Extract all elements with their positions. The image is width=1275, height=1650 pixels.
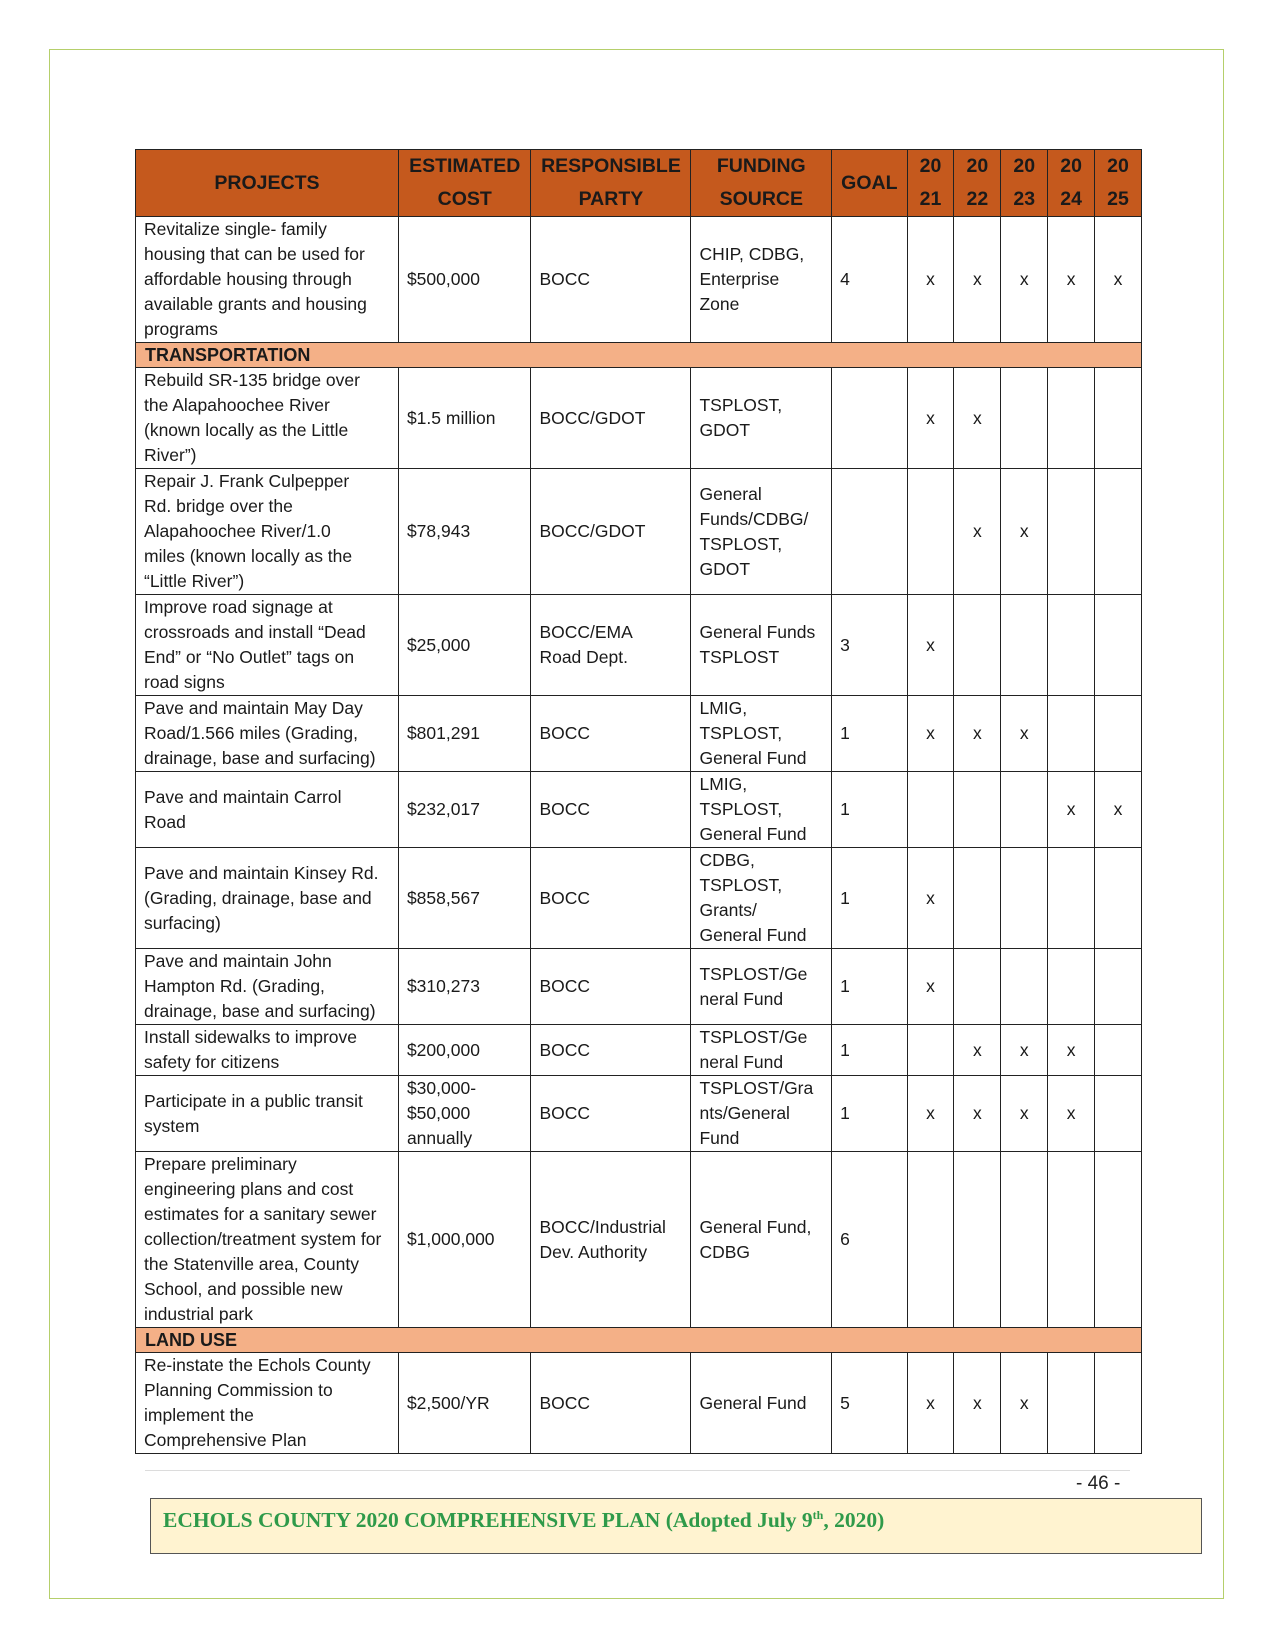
funding-cell: General Fund, CDBG [691, 1152, 832, 1328]
year-2025-mark [1095, 368, 1142, 469]
year-2024-mark [1048, 949, 1095, 1025]
goal-cell: 1 [832, 1076, 907, 1152]
year-2023-mark [1001, 1152, 1048, 1328]
table-row [136, 469, 1142, 595]
year-2023-mark: x [1001, 217, 1048, 343]
year-2022-mark: x [954, 217, 1001, 343]
year-2021-mark [907, 469, 954, 595]
cost-cell: $801,291 [398, 696, 531, 772]
funding-cell: LMIG, TSPLOST, General Fund [691, 696, 832, 772]
funding-cell: General Funds/CDBG/ TSPLOST, GDOT [691, 469, 832, 595]
year-2022-mark: x [954, 469, 1001, 595]
table-row [136, 1076, 1142, 1152]
party-cell: BOCC [531, 848, 691, 949]
year-2023-mark: x [1001, 1076, 1048, 1152]
goal-cell: 1 [832, 848, 907, 949]
funding-cell: TSPLOST/Ge neral Fund [691, 949, 832, 1025]
year-2025-mark [1095, 595, 1142, 696]
year-2022-mark [954, 772, 1001, 848]
table-row [136, 368, 1142, 469]
year-2022-mark [954, 949, 1001, 1025]
funding-cell: CDBG, TSPLOST, Grants/ General Fund [691, 848, 832, 949]
section-row-land-use [136, 1328, 1142, 1353]
cost-cell: $200,000 [398, 1025, 531, 1076]
table-row [136, 848, 1142, 949]
year-2024-mark: x [1048, 217, 1095, 343]
year-2022-mark: x [954, 1353, 1001, 1454]
project-cell: Participate in a public transit system [136, 1076, 399, 1152]
cost-cell: $30,000- $50,000 annually [398, 1076, 531, 1152]
project-cell: Revitalize single- family housing that can be used for affordable housing through available grants and housing programs [136, 217, 399, 343]
year-2024-mark [1048, 696, 1095, 772]
year-2021-mark: x [907, 696, 954, 772]
party-cell: BOCC [531, 1025, 691, 1076]
year-2022-mark [954, 595, 1001, 696]
funding-cell: CHIP, CDBG, Enterprise Zone [691, 217, 832, 343]
header-responsible-party: RESPONSIBLE PARTY [531, 150, 691, 217]
party-cell: BOCC/GDOT [531, 469, 691, 595]
goal-cell: 1 [832, 696, 907, 772]
year-2024-mark [1048, 368, 1095, 469]
year-2021-mark: x [907, 217, 954, 343]
header-year-2024: 20 24 [1048, 150, 1095, 217]
year-2024-mark [1048, 595, 1095, 696]
goal-cell: 1 [832, 949, 907, 1025]
year-2021-mark: x [907, 949, 954, 1025]
table-body [136, 217, 1142, 1454]
year-2023-mark [1001, 772, 1048, 848]
header-projects: PROJECTS [136, 150, 399, 217]
year-2025-mark [1095, 1076, 1142, 1152]
project-cell: Pave and maintain Carrol Road [136, 772, 399, 848]
year-2021-mark: x [907, 1353, 954, 1454]
year-2022-mark: x [954, 1025, 1001, 1076]
year-2024-mark [1048, 469, 1095, 595]
header-goal: GOAL [832, 150, 907, 217]
section-title: LAND USE [136, 1328, 1142, 1353]
year-2021-mark [907, 1025, 954, 1076]
party-cell: BOCC/Industrial Dev. Authority [531, 1152, 691, 1328]
funding-cell: TSPLOST/Ge neral Fund [691, 1025, 832, 1076]
year-2023-mark: x [1001, 1353, 1048, 1454]
header-year-2021: 20 21 [907, 150, 954, 217]
funding-cell: General Fund [691, 1353, 832, 1454]
year-2023-mark [1001, 949, 1048, 1025]
year-2021-mark: x [907, 368, 954, 469]
footer-title: ECHOLS COUNTY 2020 COMPREHENSIVE PLAN (Adopted July 9th, 2020) [163, 1508, 885, 1533]
party-cell: BOCC/EMA Road Dept. [531, 595, 691, 696]
project-cell: Pave and maintain May Day Road/1.566 miles (Grading, drainage, base and surfacing) [136, 696, 399, 772]
year-2021-mark [907, 772, 954, 848]
year-2025-mark [1095, 848, 1142, 949]
table-row [136, 1152, 1142, 1328]
cost-cell: $1,000,000 [398, 1152, 531, 1328]
cost-cell: $1.5 million [398, 368, 531, 469]
table-row [136, 1353, 1142, 1454]
cost-cell: $858,567 [398, 848, 531, 949]
goal-cell [832, 368, 907, 469]
year-2022-mark: x [954, 368, 1001, 469]
year-2021-mark [907, 1152, 954, 1328]
table-row [136, 696, 1142, 772]
year-2024-mark [1048, 848, 1095, 949]
party-cell: BOCC [531, 217, 691, 343]
table-row [136, 217, 1142, 343]
projects-table [135, 149, 1142, 1454]
year-2022-mark: x [954, 696, 1001, 772]
year-2025-mark [1095, 1353, 1142, 1454]
year-2025-mark [1095, 469, 1142, 595]
table-row [136, 949, 1142, 1025]
table-row [136, 772, 1142, 848]
year-2022-mark [954, 1152, 1001, 1328]
table-row [136, 595, 1142, 696]
year-2022-mark: x [954, 1076, 1001, 1152]
goal-cell: 1 [832, 1025, 907, 1076]
cost-cell: $500,000 [398, 217, 531, 343]
section-title: TRANSPORTATION [136, 343, 1142, 368]
cost-cell: $310,273 [398, 949, 531, 1025]
goal-cell: 6 [832, 1152, 907, 1328]
year-2024-mark: x [1048, 772, 1095, 848]
year-2025-mark: x [1095, 772, 1142, 848]
cost-cell: $232,017 [398, 772, 531, 848]
header-funding-source: FUNDING SOURCE [691, 150, 832, 217]
party-cell: BOCC [531, 1353, 691, 1454]
year-2023-mark [1001, 368, 1048, 469]
year-2024-mark [1048, 1152, 1095, 1328]
project-cell: Install sidewalks to improve safety for citizens [136, 1025, 399, 1076]
header-year-2022: 20 22 [954, 150, 1001, 217]
party-cell: BOCC [531, 1076, 691, 1152]
cost-cell: $78,943 [398, 469, 531, 595]
year-2024-mark [1048, 1353, 1095, 1454]
header-year-2023: 20 23 [1001, 150, 1048, 217]
year-2022-mark [954, 848, 1001, 949]
project-cell: Pave and maintain Kinsey Rd. (Grading, drainage, base and surfacing) [136, 848, 399, 949]
year-2025-mark: x [1095, 217, 1142, 343]
year-2023-mark [1001, 848, 1048, 949]
project-cell: Improve road signage at crossroads and install “Dead End” or “No Outlet” tags on road signs [136, 595, 399, 696]
party-cell: BOCC/GDOT [531, 368, 691, 469]
header-year-2025: 20 25 [1095, 150, 1142, 217]
project-cell: Rebuild SR-135 bridge over the Alapahoochee River (known locally as the Little River”) [136, 368, 399, 469]
year-2025-mark [1095, 1152, 1142, 1328]
funding-cell: TSPLOST/Gra nts/General Fund [691, 1076, 832, 1152]
goal-cell: 5 [832, 1353, 907, 1454]
year-2024-mark: x [1048, 1025, 1095, 1076]
year-2023-mark: x [1001, 469, 1048, 595]
year-2023-mark: x [1001, 696, 1048, 772]
funding-cell: TSPLOST, GDOT [691, 368, 832, 469]
project-cell: Re-instate the Echols County Planning Commission to implement the Comprehensive Plan [136, 1353, 399, 1454]
goal-cell: 4 [832, 217, 907, 343]
footer-divider [145, 1470, 1130, 1471]
year-2024-mark: x [1048, 1076, 1095, 1152]
goal-cell: 3 [832, 595, 907, 696]
year-2023-mark [1001, 595, 1048, 696]
funding-cell: LMIG, TSPLOST, General Fund [691, 772, 832, 848]
funding-cell: General Funds TSPLOST [691, 595, 832, 696]
section-row-transportation [136, 343, 1142, 368]
header-estimated-cost: ESTIMATED COST [398, 150, 531, 217]
party-cell: BOCC [531, 949, 691, 1025]
footer-box [150, 1498, 1202, 1554]
year-2021-mark: x [907, 848, 954, 949]
year-2025-mark [1095, 949, 1142, 1025]
cost-cell: $25,000 [398, 595, 531, 696]
project-cell: Pave and maintain John Hampton Rd. (Grading, drainage, base and surfacing) [136, 949, 399, 1025]
year-2023-mark: x [1001, 1025, 1048, 1076]
party-cell: BOCC [531, 772, 691, 848]
goal-cell [832, 469, 907, 595]
cost-cell: $2,500/YR [398, 1353, 531, 1454]
page-number: - 46 - [1076, 1473, 1121, 1494]
project-cell: Repair J. Frank Culpepper Rd. bridge over the Alapahoochee River/1.0 miles (known locally as the “Little River”) [136, 469, 399, 595]
year-2025-mark [1095, 696, 1142, 772]
project-cell: Prepare preliminary engineering plans and cost estimates for a sanitary sewer collection/treatment system for the Statenville area, County School, and possible new industrial park [136, 1152, 399, 1328]
table-row [136, 1025, 1142, 1076]
party-cell: BOCC [531, 696, 691, 772]
year-2025-mark [1095, 1025, 1142, 1076]
year-2021-mark: x [907, 595, 954, 696]
year-2021-mark: x [907, 1076, 954, 1152]
goal-cell: 1 [832, 772, 907, 848]
table-header-row [136, 150, 1142, 217]
